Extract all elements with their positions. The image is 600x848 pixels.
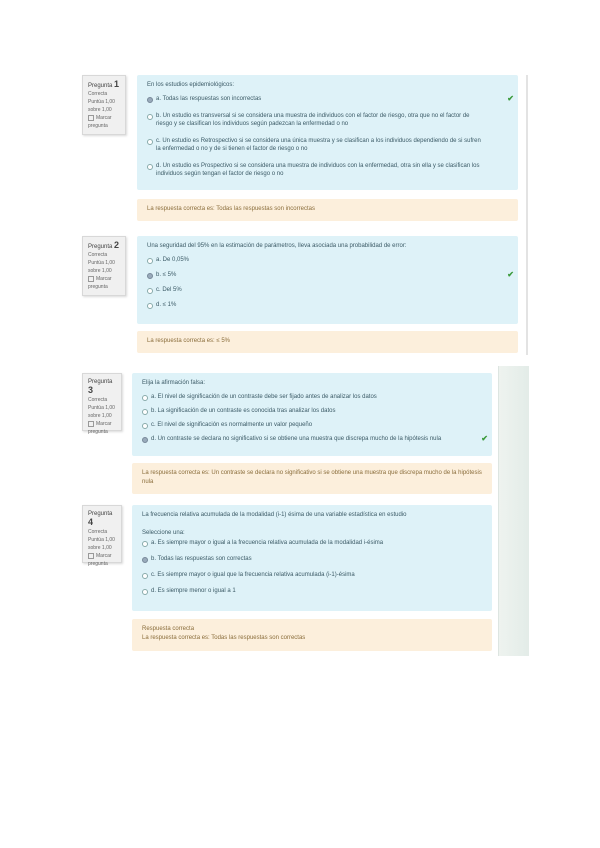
answer-option-c[interactable]: c. Del 5% xyxy=(147,286,508,294)
question-info-3 xyxy=(82,373,122,435)
radio[interactable] xyxy=(147,164,153,170)
feedback-3 xyxy=(132,463,492,494)
answer-option-b[interactable]: b. Un estudio es transversal si se considera una muestra de individuos con el factor de riesgo, otra que no el factor de riesgo y se clasifican los individuos según padezcan la enfermedad o no xyxy=(147,112,508,128)
radio[interactable] xyxy=(147,303,153,309)
answer-option-c[interactable]: c. Es siempre mayor o igual que la frecuencia relativa acumulada (i-1)-ésima xyxy=(142,571,482,579)
correct-answer-text: La respuesta correcta es: ≤ 5% xyxy=(147,338,231,344)
question-number: Pregunta 3 xyxy=(88,379,113,395)
question-text: La frecuencia relativa acumulada de la modalidad (i-1) ésima de una variable estadística en estudio xyxy=(142,512,407,518)
answer-option-a[interactable]: a. El nivel de significación de un contraste debe ser fijado antes de analizar los datos xyxy=(142,393,482,401)
page-edge-line xyxy=(526,75,528,355)
radio[interactable] xyxy=(142,409,148,415)
answer-option-d[interactable]: d. Un contraste se declara no significativo si se obtiene una muestra que discrepa mucho de la hipótesis nula ✔ xyxy=(142,435,482,443)
radio-selected[interactable] xyxy=(147,97,153,103)
radio[interactable] xyxy=(142,423,148,429)
correct-answer-text: La respuesta correcta es: Todas las respuestas son correctas xyxy=(142,635,306,641)
radio[interactable] xyxy=(147,258,153,264)
question-state: Correcta xyxy=(88,91,108,97)
feedback-2 xyxy=(137,331,518,353)
radio[interactable] xyxy=(142,589,148,595)
answer-option-b[interactable]: b. La significación de un contraste es conocida tras analizar los datos xyxy=(142,407,482,415)
flag-icon xyxy=(88,115,94,121)
question-text: Elija la afirmación falsa: xyxy=(142,380,206,386)
flag-question-button[interactable]: Marcar pregunta xyxy=(88,276,112,290)
flag-icon xyxy=(88,553,94,559)
answer-option-a[interactable]: a. De 0,05% xyxy=(147,256,508,264)
question-2-box xyxy=(137,236,518,324)
answer-option-d[interactable]: d. ≤ 1% xyxy=(147,301,508,309)
correct-answer-text: La respuesta correcta es: Todas las respuestas son incorrectas xyxy=(147,206,315,212)
question-1-box xyxy=(137,75,518,190)
question-number: Pregunta 4 xyxy=(88,511,113,527)
question-score: Puntúa 1,00 sobre 1,00 xyxy=(88,537,115,551)
question-score: Puntúa 1,00 sobre 1,00 xyxy=(88,260,115,274)
side-panel xyxy=(498,366,529,656)
question-state: Correcta xyxy=(88,252,108,258)
answer-option-a[interactable]: a. Todas las respuestas son incorrectas ✔ xyxy=(147,95,508,103)
feedback-1 xyxy=(137,199,518,221)
radio-selected[interactable] xyxy=(142,437,148,443)
answer-option-b[interactable]: b. Todas las respuestas son correctas xyxy=(142,555,482,563)
question-info-2 xyxy=(82,236,126,296)
correct-answer-text: La respuesta correcta es: Un contraste se declara no significativo si se obtiene una muestra que discrepa mucho de la hipótesis nula xyxy=(142,470,482,485)
flag-question-button[interactable]: Marcar pregunta xyxy=(88,553,112,567)
question-score: Puntúa 1,00 sobre 1,00 xyxy=(88,405,115,419)
flag-question-button[interactable]: Marcar pregunta xyxy=(88,421,112,435)
flag-question-button[interactable]: Marcar pregunta xyxy=(88,115,112,129)
radio[interactable] xyxy=(147,288,153,294)
question-text: En los estudios epidemiológicos: xyxy=(147,82,235,88)
question-number: Pregunta 2 xyxy=(88,240,120,250)
correct-check-icon: ✔ xyxy=(507,270,514,279)
flag-icon xyxy=(88,276,94,282)
radio[interactable] xyxy=(142,395,148,401)
correct-check-icon: ✔ xyxy=(507,94,514,103)
select-one-label: Seleccione una: xyxy=(142,530,185,536)
answer-option-d[interactable]: d. Un estudio es Prospectivo si se considera una muestra de individuos con la enfermedad, otra sin ella y se clasifican los individuos según tengan el factor de riesgo o no xyxy=(147,162,508,178)
question-score: Puntúa 1,00 sobre 1,00 xyxy=(88,99,115,113)
answer-option-c[interactable]: c. Un estudio es Retrospectivo si se considera una única muestra y se clasifican a los individuos dependiendo de si sufren la enfermedad o no y de si tienen el factor de riesgo o no xyxy=(147,137,508,153)
feedback-status: Respuesta correcta xyxy=(142,626,195,632)
answer-option-b[interactable]: b. ≤ 5% ✔ xyxy=(147,271,508,279)
radio-selected[interactable] xyxy=(142,557,148,563)
radio[interactable] xyxy=(142,573,148,579)
question-info-1 xyxy=(82,75,126,135)
question-info-4 xyxy=(82,505,122,567)
radio[interactable] xyxy=(147,139,153,145)
question-number: Pregunta 1 xyxy=(88,79,120,89)
answer-option-a[interactable]: a. Es siempre mayor o igual a la frecuencia relativa acumulada de la modalidad i-ésima xyxy=(142,539,482,547)
question-state: Correcta xyxy=(88,529,108,535)
radio[interactable] xyxy=(147,114,153,120)
correct-check-icon: ✔ xyxy=(481,434,488,443)
radio-selected[interactable] xyxy=(147,273,153,279)
question-3-box xyxy=(132,373,492,456)
answer-option-d[interactable]: d. Es siempre menor o igual a 1 xyxy=(142,587,482,595)
radio[interactable] xyxy=(142,541,148,547)
question-state: Correcta xyxy=(88,397,108,403)
question-text: Una seguridad del 95% en la estimación de parámetros, lleva asociada una probabilidad de error: xyxy=(147,243,407,249)
question-4-box xyxy=(132,505,492,611)
feedback-4 xyxy=(132,619,492,651)
answer-option-c[interactable]: c. El nivel de significación es normalmente un valor pequeño xyxy=(142,421,482,429)
flag-icon xyxy=(88,421,94,427)
